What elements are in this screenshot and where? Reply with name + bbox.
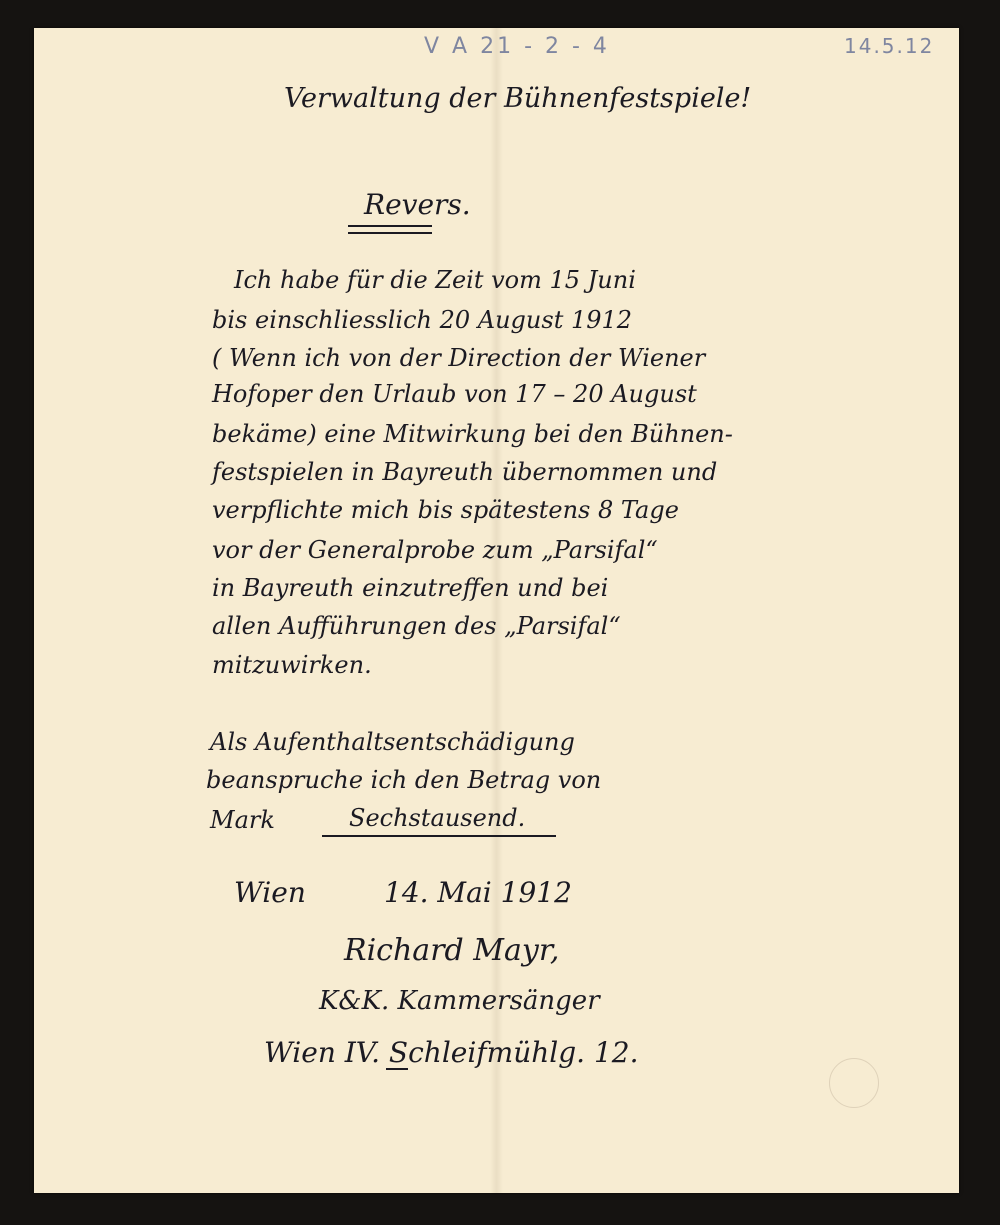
signature: Richard Mayr,: [344, 933, 560, 968]
body-line: verpflichte mich bis spätestens 8 Tage: [212, 496, 679, 524]
body-line: allen Aufführungen des „Parsifal“: [212, 612, 621, 640]
signer-title: K&K. Kammersänger: [319, 986, 600, 1016]
body-line: bekäme) eine Mitwirkung bei den Bühnen-: [212, 420, 733, 448]
body-line: ( Wenn ich von der Direction der Wiener: [212, 344, 706, 372]
document-heading: Revers.: [364, 188, 471, 221]
heading-double-underline: [348, 225, 432, 234]
body-line: festspielen in Bayreuth übernommen und: [212, 458, 718, 486]
salutation: Verwaltung der Bühnenfestspiele!: [284, 83, 752, 114]
compensation-line: Als Aufenthaltsentschädigung: [210, 728, 575, 756]
pencil-date: 14.5.12: [844, 34, 935, 58]
body-line: in Bayreuth einzutreffen und bei: [212, 574, 609, 602]
address-underline: [386, 1068, 408, 1070]
amount: Sechstausend.: [349, 804, 526, 832]
letter-sheet: [34, 28, 959, 1193]
body-line: bis einschliesslich 20 August 1912: [212, 306, 633, 334]
body-line: Ich habe für die Zeit vom 15 Juni: [234, 266, 636, 294]
compensation-line: Mark: [210, 806, 275, 834]
compensation-line: beanspruche ich den Betrag von: [206, 766, 602, 794]
letter-date: 14. Mai 1912: [384, 876, 572, 909]
faint-stamp: [829, 1058, 879, 1108]
body-line: vor der Generalprobe zum „Parsifal“: [212, 536, 658, 564]
archive-number: V A 21 - 2 - 4: [424, 34, 610, 59]
body-line: Hofoper den Urlaub von 17 – 20 August: [212, 380, 697, 408]
amount-underline: [322, 835, 556, 837]
place: Wien: [234, 876, 306, 909]
signer-address: Wien IV. Schleifmühlg. 12.: [264, 1036, 639, 1069]
body-line: mitzuwirken.: [212, 651, 372, 679]
